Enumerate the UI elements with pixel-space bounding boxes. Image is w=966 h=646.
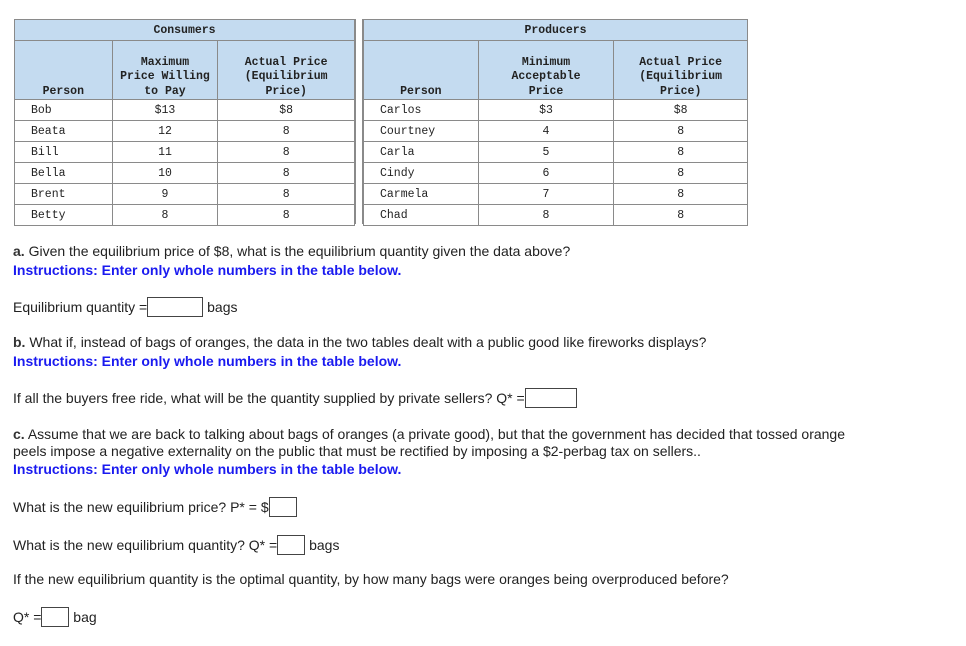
person-name: Cindy (364, 163, 479, 184)
free-ride-quantity-input[interactable] (525, 388, 577, 408)
min-price: 8 (478, 205, 614, 226)
min-price: 7 (478, 184, 614, 205)
producers-min-price-header: Minimum Acceptable Price (478, 41, 614, 100)
unit-label: bag (73, 609, 97, 625)
max-price: 9 (112, 184, 218, 205)
equilibrium-quantity-input[interactable] (147, 297, 203, 317)
person-name: Carmela (364, 184, 479, 205)
person-name: Carla (364, 142, 479, 163)
table-row (15, 205, 355, 226)
consumers-max-price-header: Maximum Price Willing to Pay (112, 41, 218, 100)
producers-person-header: Person (364, 41, 479, 100)
person-name: Carlos (364, 100, 479, 121)
table-row (15, 184, 355, 205)
min-price: $3 (478, 100, 614, 121)
actual-price: 8 (614, 163, 748, 184)
actual-price: 8 (614, 184, 748, 205)
person-name: Courtney (364, 121, 479, 142)
part-b-question: b. What if, instead of bags of oranges, the data in the two tables dealt with a public good like fireworks displays? (13, 334, 707, 350)
new-quantity-row (13, 535, 339, 555)
max-price: $13 (112, 100, 218, 121)
table-row (364, 100, 748, 121)
new-quantity-label: What is the new equilibrium quantity? Q* = (13, 537, 278, 553)
min-price: 5 (478, 142, 614, 163)
actual-price: 8 (218, 205, 355, 226)
person-name: Beata (15, 121, 113, 142)
producers-table (363, 19, 748, 226)
producers-title: Producers (364, 20, 748, 41)
new-price-row (13, 497, 297, 517)
table-row (15, 142, 355, 163)
equilibrium-quantity-label: Equilibrium quantity = (13, 299, 148, 315)
overproduced-input[interactable] (41, 607, 69, 627)
new-price-label: What is the new equilibrium price? P* = $ (13, 499, 269, 515)
table-separator (355, 19, 363, 224)
producers-actual-price-header: Actual Price (Equilibrium Price) (614, 41, 748, 100)
person-name: Bob (15, 100, 113, 121)
part-a-question: a. Given the equilibrium price of $8, what is the equilibrium quantity given the data above? (13, 243, 571, 259)
table-row (15, 121, 355, 142)
part-a-answer-row (13, 297, 238, 317)
actual-price: 8 (614, 121, 748, 142)
consumers-title: Consumers (15, 20, 355, 41)
part-a-instructions: Instructions: Enter only whole numbers in the table below. (13, 262, 402, 278)
overproduced-label: Q* = (13, 609, 42, 625)
unit-label: bags (309, 537, 340, 553)
table-row (364, 142, 748, 163)
unit-label: bags (207, 299, 238, 315)
table-row (15, 100, 355, 121)
new-quantity-input[interactable] (277, 535, 305, 555)
table-row (364, 184, 748, 205)
min-price: 4 (478, 121, 614, 142)
actual-price: $8 (614, 100, 748, 121)
part-b-instructions: Instructions: Enter only whole numbers in the table below. (13, 353, 402, 369)
actual-price: 8 (218, 121, 355, 142)
person-name: Bill (15, 142, 113, 163)
consumers-person-header: Person (15, 41, 113, 100)
table-row (364, 121, 748, 142)
person-name: Chad (364, 205, 479, 226)
actual-price: 8 (218, 142, 355, 163)
consumers-actual-price-header: Actual Price (Equilibrium Price) (218, 41, 355, 100)
part-c-question-line2: peels impose a negative externality on the public that must be rectified by imposing a $2-perbag tax on sellers.. (13, 443, 701, 459)
part-c-question-line1: c. Assume that we are back to talking about bags of oranges (a private good), but that the government has decided that tossed orange (13, 426, 845, 442)
new-price-input[interactable] (269, 497, 297, 517)
person-name: Brent (15, 184, 113, 205)
data-tables (14, 19, 748, 226)
max-price: 12 (112, 121, 218, 142)
min-price: 6 (478, 163, 614, 184)
max-price: 10 (112, 163, 218, 184)
actual-price: 8 (218, 163, 355, 184)
max-price: 11 (112, 142, 218, 163)
free-ride-quantity-label: If all the buyers free ride, what will be the quantity supplied by private sellers? Q* = (13, 390, 525, 406)
person-name: Bella (15, 163, 113, 184)
part-c-instructions: Instructions: Enter only whole numbers in the table below. (13, 461, 402, 477)
part-b-answer-row (13, 388, 577, 408)
table-row (364, 163, 748, 184)
overproduced-question: If the new equilibrium quantity is the optimal quantity, by how many bags were oranges being overproduced before? (13, 571, 729, 587)
person-name: Betty (15, 205, 113, 226)
actual-price: 8 (614, 205, 748, 226)
consumers-table (14, 19, 355, 226)
actual-price: $8 (218, 100, 355, 121)
actual-price: 8 (218, 184, 355, 205)
overproduced-row (13, 607, 97, 627)
table-row (364, 205, 748, 226)
actual-price: 8 (614, 142, 748, 163)
table-row (15, 163, 355, 184)
max-price: 8 (112, 205, 218, 226)
